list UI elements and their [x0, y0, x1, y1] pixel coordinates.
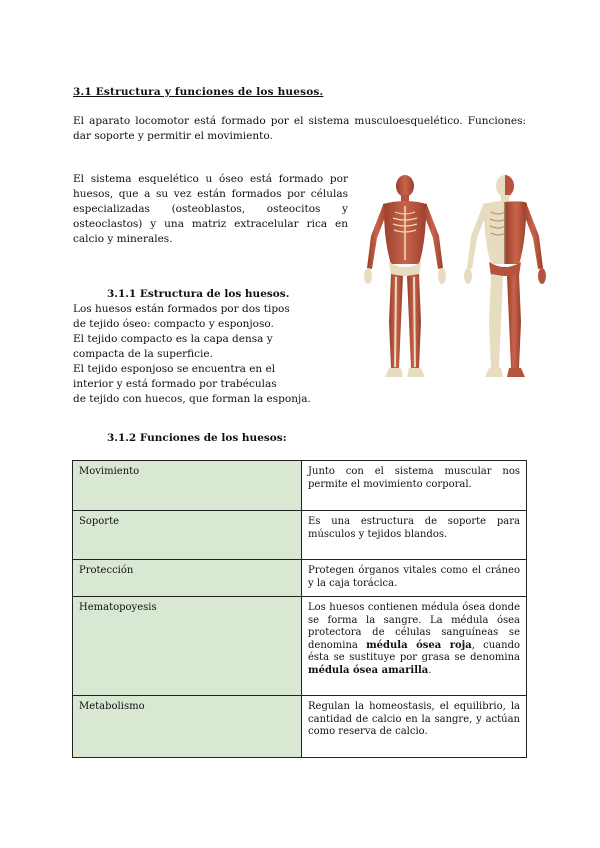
structure-line: de tejido con huecos, que forman la esponja. — [73, 393, 311, 405]
function-name: Movimiento — [73, 461, 302, 511]
structure-line: El tejido esponjoso se encuentra en el — [73, 363, 276, 375]
table-row — [73, 597, 527, 696]
human-musculoskeletal-figure-icon — [355, 172, 555, 387]
desc-text: Los huesos contienen médula ósea donde se forma la sangre. La médula ósea protectora de células sanguíneas se denomina — [308, 602, 520, 651]
function-name: Metabolismo — [73, 696, 302, 758]
desc-text: , cuando ésta se sustituye por grasa se denomina — [308, 639, 520, 663]
desc-bold-term: médula ósea roja — [366, 639, 472, 651]
desc-bold-term: médula ósea amarilla — [308, 664, 429, 676]
function-description: Junto con el sistema muscular nos permite el movimiento corporal. — [302, 461, 527, 511]
function-description — [302, 597, 527, 696]
structure-line: de tejido óseo: compacto y esponjoso. — [73, 318, 274, 330]
function-description: Protegen órganos vitales como el cráneo y la caja torácica. — [302, 560, 527, 597]
functions-subtitle: 3.1.2 Funciones de los huesos: — [107, 432, 287, 444]
structure-paragraph — [73, 302, 373, 407]
table-row — [73, 696, 527, 758]
structure-line: Los huesos están formados por dos tipos — [73, 303, 290, 315]
structure-line: interior y está formado por trabéculas — [73, 378, 277, 390]
desc-text: . — [428, 664, 432, 676]
function-name: Soporte — [73, 511, 302, 560]
table-row — [73, 560, 527, 597]
skeletal-system-paragraph: El sistema esquelético u óseo está formado por huesos, que a su vez están formados por células especializadas (osteoblastos, osteocitos y osteoclastos) y una matriz extracelular rica en calcio y minerales. — [73, 173, 348, 245]
function-description: Regulan la homeostasis, el equilibrio, la cantidad de calcio en la sangre, y actúan como reserva de calcio. — [302, 696, 527, 758]
structure-line: compacta de la superficie. — [73, 348, 213, 360]
function-name: Hematopoyesis — [73, 597, 302, 696]
table-row — [73, 511, 527, 560]
structure-subtitle: 3.1.1 Estructura de los huesos. — [107, 288, 290, 300]
function-name: Protección — [73, 560, 302, 597]
structure-line: El tejido compacto es la capa densa y — [73, 333, 273, 345]
back-view-figure — [464, 175, 546, 377]
section-title: 3.1 Estructura y funciones de los huesos. — [73, 86, 324, 98]
intro-paragraph: El aparato locomotor está formado por el sistema musculoesquelético. Funciones: dar soporte y permitir el movimiento. — [73, 115, 526, 142]
functions-table — [72, 460, 527, 758]
function-description: Es una estructura de soporte para músculos y tejidos blandos. — [302, 511, 527, 560]
table-row — [73, 461, 527, 511]
front-view-figure — [364, 175, 446, 377]
